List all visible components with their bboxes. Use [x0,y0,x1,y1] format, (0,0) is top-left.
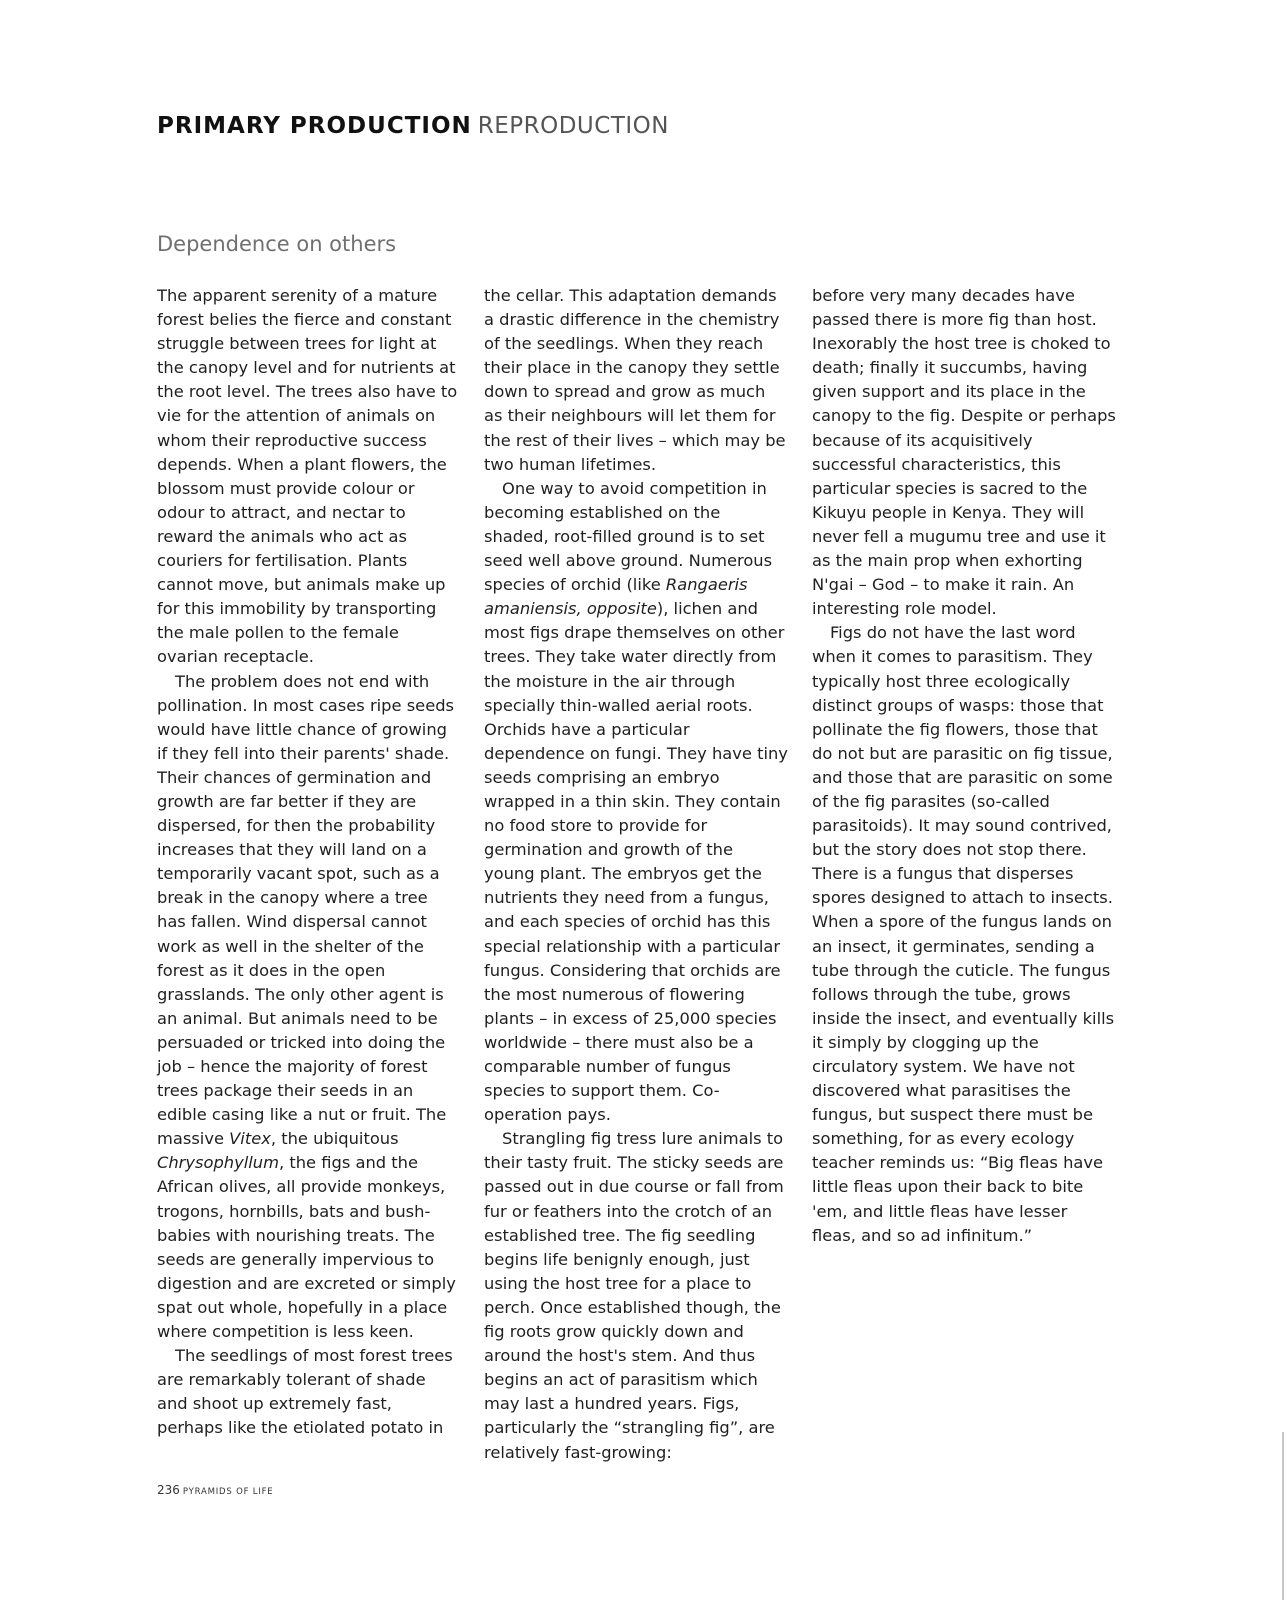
text-run: The seedlings of most forest trees are remarkably tolerant of shade and shoot up extremely fast, perhaps like the etiolated potato in [157,1346,453,1438]
italic-term: Vitex [229,1129,271,1149]
text-run: The apparent serenity of a mature forest belies the fierce and constant struggle between trees for light at the canopy level and for nutrients at the root level. The trees also have to vie for the attention of animals on whom their reproductive success depends. When a plant flowers, the blossom must provide colour or odour to attract, and nectar to reward the animals who act as couriers for fertilisation. Plants cannot move, but animals make up for this immobility by transporting the male pollen to the female ovarian receptacle. [157,286,458,667]
paragraph [484,284,788,477]
text-column-2 [484,284,788,1465]
text-column-1 [157,284,461,1441]
paragraph [157,670,461,1345]
paragraph [484,1127,788,1464]
page-footer [157,1483,273,1497]
article-subtitle: Dependence on others [157,232,397,256]
page-number: 236 [157,1483,180,1497]
subsection-title: REPRODUCTION [477,113,669,139]
text-run: Strangling fig tress lure animals to their tasty fruit. The sticky seeds are passed out in due course or fall from fur or feathers into the crotch of an established tree. The fig seedling begins life benignly enough, just using the host tree for a place to perch. Once established though, the fig roots grow quickly down and around the host's stem. And thus begins an act of parasitism which may last a hundred years. Figs, particularly the “strangling fig”, are relatively fast-growing: [484,1129,784,1462]
running-header [157,113,669,139]
paragraph [157,1344,461,1440]
paragraph [812,284,1116,621]
paragraph [157,284,461,670]
text-run: , the figs and the African olives, all provide monkeys, trogons, hornbills, bats and bush-babies with nourishing treats. The seeds are generally impervious to digestion and are excreted or simply spat out whole, hopefully in a place where competition is less keen. [157,1153,456,1342]
text-run: The problem does not end with pollination. In most cases ripe seeds would have little chance of growing if they fell into their parents' shade. Their chances of germination and growth are far better if they are dispersed, for then the probability increases that they will land on a temporarily vacant spot, such as a break in the canopy where a tree has fallen. Wind dispersal cannot work as well in the shelter of the forest as it does in the open grasslands. The only other agent is an animal. But animals need to be persuaded or tricked into doing the job – hence the majority of forest trees package their seeds in an edible casing like a nut or fruit. The massive [157,671,455,1149]
italic-term: Rangaeris amaniensis, opposite [484,575,748,619]
text-column-3 [812,284,1116,1248]
paragraph [812,621,1116,1247]
paragraph [484,477,788,1128]
text-run: ), lichen and most figs drape themselves on other trees. They take water directly from the moisture in the air through specially thin-walled aerial roots. Orchids have a particular dependence on fungi. They have tiny seeds comprising an embryo wrapped in a thin skin. They contain no food store to provide for germination and growth of the young plant. The embryos get the nutrients they need from a fungus, and each species of orchid has this special relationship with a particular fungus. Considering that orchids are the most numerous of flowering plants – in excess of 25,000 species worldwide – there must also be a comparable number of fungus species to support them. Co-operation pays. [484,599,788,1125]
text-run: Figs do not have the last word when it comes to parasitism. They typically host three ecologically distinct groups of wasps: those that pollinate the fig flowers, those that do not but are parasitic on fig tissue, and those that are parasitic on some of the fig parasites (so-called parasitoids). It may sound contrived, but the story does not stop there. There is a fungus that disperses spores designed to attach to insects. When a spore of the fungus lands on an insect, it germinates, sending a tube through the cuticle. The fungus follows through the tube, grows inside the insect, and eventually kills it simply by clogging up the circulatory system. We have not discovered what parasitises the fungus, but suspect there must be something, for as every ecology teacher reminds us: “Big fleas have little fleas upon their back to bite 'em, and little fleas have lesser fleas, and so ad infinitum.” [812,623,1115,1245]
section-title: PRIMARY PRODUCTION [157,113,472,139]
text-run: , the ubiquitous [270,1129,399,1149]
book-title: PYRAMIDS OF LIFE [182,1487,274,1497]
italic-term: Chrysophyllum [157,1153,279,1173]
text-run: before very many decades have passed there is more fig than host. Inexorably the host tree is choked to death; finally it succumbs, having given support and its place in the canopy to the fig. Despite or perhaps because of its acquisitively successful characteristics, this particular species is sacred to the Kikuyu people in Kenya. They will never fell a mugumu tree and use it as the main prop when exhorting N'gai – God – to make it rain. An interesting role model. [812,286,1116,619]
text-run: the cellar. This adaptation demands a drastic difference in the chemistry of the seedlings. When they reach their place in the canopy they settle down to spread and grow as much as their neighbours will let them for the rest of their lives – which may be two human lifetimes. [484,286,786,474]
page-edge-shadow [1282,1432,1284,1600]
text-run: One way to avoid competition in becoming established on the shaded, root-filled ground is to set seed well above ground. Numerous species of orchid (like [484,478,773,595]
